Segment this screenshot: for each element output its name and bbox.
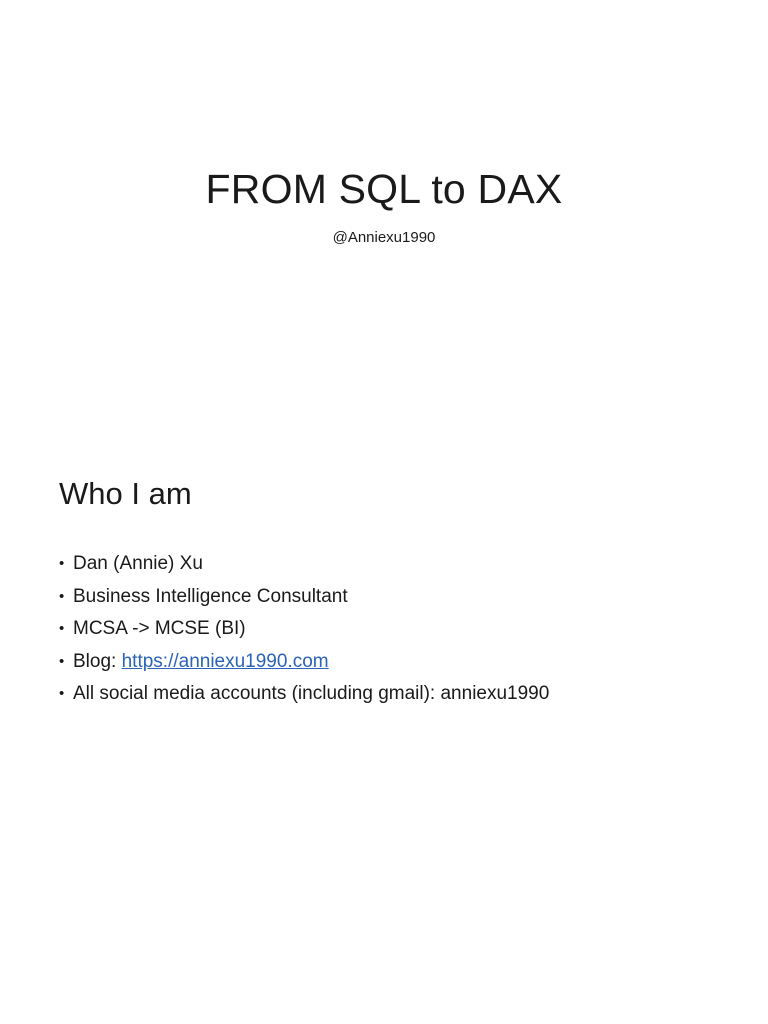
bullet-icon: • <box>59 620 65 637</box>
bullet-text: Dan (Annie) Xu <box>73 553 203 574</box>
bullet-icon: • <box>59 685 65 702</box>
bullet-text: All social media accounts (including gmail): anniexu1990 <box>73 683 550 704</box>
blog-link[interactable]: https://anniexu1990.com <box>121 650 329 672</box>
bullet-icon: • <box>59 587 65 605</box>
blog-label: Blog: <box>73 650 122 672</box>
bullet-role <box>59 581 549 614</box>
presentation-title: FROM SQL to DAX <box>205 166 563 212</box>
bullet-icon: • <box>59 555 65 572</box>
bullet-icon: • <box>59 652 65 670</box>
bullet-text: Business Intelligence Consultant <box>73 585 348 607</box>
section-heading: Who I am <box>59 476 192 511</box>
bullet-list <box>59 548 549 711</box>
bullet-name <box>59 548 549 581</box>
presentation-subtitle: @Anniexu1990 <box>332 229 436 246</box>
bullet-social <box>59 678 549 711</box>
bullet-text: MCSA -> MCSE (BI) <box>73 618 246 639</box>
bullet-blog <box>59 646 549 679</box>
bullet-certification <box>59 613 549 646</box>
about-slide <box>0 440 768 1024</box>
title-slide <box>0 0 768 440</box>
